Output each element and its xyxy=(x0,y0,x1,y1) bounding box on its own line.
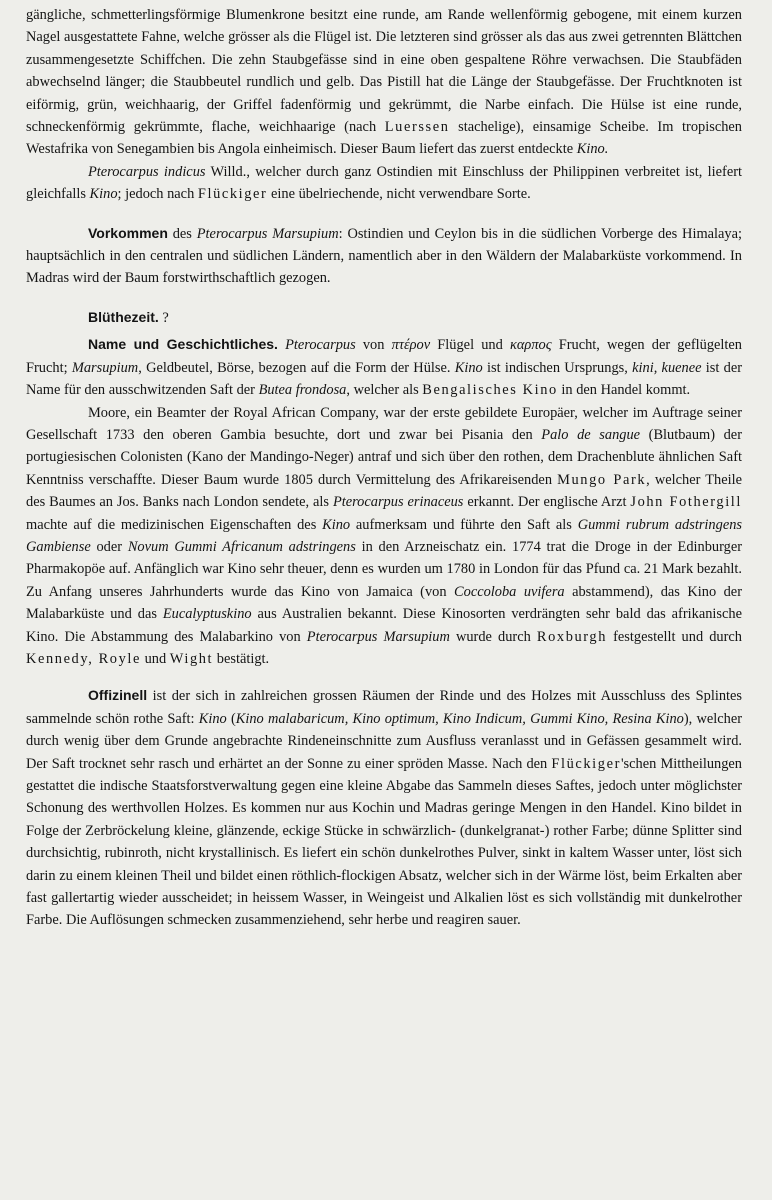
author-name: Wight xyxy=(169,650,214,667)
section-bluethezeit: Blüthezeit. ? xyxy=(88,308,169,326)
section-vorkommen: Vorkommen des Pterocarpus Marsupium: Ostindien und Ceylon bis in die südlichen Vorberge des Himalaya; hauptsächlich in den centralen und südlichen Ländern, namentlich aber in den Wäldern der Malabarküste vorkommend. In Madras wird der Baum forstwirthschaftlich gezogen. xyxy=(26,224,742,287)
author-name: Luerssen xyxy=(384,119,450,136)
author-name: Flückiger xyxy=(551,755,621,772)
section-heading: Offizinell xyxy=(88,687,148,704)
section-heading: Vorkommen xyxy=(88,224,168,241)
author-name: Roxburgh xyxy=(536,628,608,645)
author-name: Kennedy, Royle xyxy=(26,650,141,667)
paragraph-pterocarpus-indicus: Pterocarpus indicus Willd., welcher durch ganz Ostindien mit Einschluss der Philippinen verbreitet ist, liefert gleichfalls Kino; jedoch nach Flückiger eine übelriechende, nicht verwendbare Sorte. xyxy=(26,163,742,203)
paragraph-description: gängliche, schmetterlingsförmige Blumenkrone besitzt eine runde, am Rande wellenförmig gebogene, mit einem kurzen Nagel ausgestattete Fahne, welche grösser als die Flügel ist. Die letzteren sind grösser als das aus zwei getrennten Blättchen zusammengesetzte Schiffchen. Die zehn Staubgefässe sind in eine oben gespaltene Röhre verwachsen. Die Staubfäden abwechselnd länger; die Staubbeutel rundlich und gelb. Das Pistill hat die Länge der Staubgefässe. Der Fruchtknoten ist eiförmig, grün, weichhaarig, der Griffel fadenförmig und gekrümmt, die Narbe einfach. Die Hülse ist eine runde, schneckenförmig gekrümmte, flache, weichhaarige (nach Luerssen stachelige), einsamige Scheibe. Im tropischen Westafrika von Senegambien bis Angola einheimisch. Dieser Baum liefert das zuerst entdeckte Kino. xyxy=(26,7,742,158)
author-name: John Fothergill xyxy=(630,494,742,511)
author-name: Flückiger xyxy=(197,186,268,203)
author-name: Mungo Park xyxy=(557,471,647,488)
section-offizinell: Offizinell ist der sich in zahlreichen grossen Räumen der Rinde und des Holzes mit Ausschluss des Splintes sammelnde schön rothe Saft: Kino (Kino malabaricum, Kino optimum, Kino Indicum, Gummi Kino, Resina Kino), welcher durch wenig über dem Grunde angebrachte Rindeneinschnitte zum Ausfluss veranlasst und in Gefässen gesammelt wird. Der Saft trocknet sehr rasch und erhärtet an der Sonne zu einer spröden Masse. Nach den Flückiger'schen Mittheilungen gestattet die indische Staatsforstverwaltung gegen eine kleine Abgabe das Sammeln dieses Saftes, jedoch unter möglichster Schonung des werthvollen Holzes. Es kommen nur aus Kochin und Madras geringe Mengen in den Handel. Kino bildet in Folge der Zerbröckelung kleine, glänzende, eckige Stücke in schwärzlich- (dunkelgranat-) rother Farbe; dünne Splitter sind durchsichtig, rubinroth, nicht krystallinisch. Es liefert ein schön dunkelrothes Pulver, sinkt in kaltem Wasser unter, löst sich darin zu einem kleinen Theil und bildet einen röthlich-flockigen Absatz, welcher sich in der Wärme löst, beim Erkalten aber fast gallertartig wieder ausscheidet; in heissem Wasser, in Weingeist und Alkalien löst es sich vollständig mit dunkelrother Farbe. Die Auflösungen schmecken zusammenziehend, sehr herbe und reagiren sauer. xyxy=(26,687,743,929)
section-heading: Name und Geschichtliches. xyxy=(88,336,278,353)
section-name-geschichtliches: Name und Geschichtliches. Pterocarpus von πτέρον Flügel und καρπος Frucht, wegen der geflügelten Frucht; Marsupium, Geldbeutel, Börse, bezogen auf die Form der Hülse. Kino ist indischen Ursprungs, kini, kuenee ist der Name für den ausschwitzenden Saft der Butea frondosa, welcher als Bengalisches Kino in den Handel kommt. xyxy=(26,336,743,399)
paragraph-history: Moore, ein Beamter der Royal African Company, war der erste gebildete Europäer, welcher im Auftrage seiner Gesellschaft 1733 den oberen Gambia besuchte, dort und zwar bei Pisania den Palo de sangue (Blutbaum) der portugiesischen Colonisten (Kano der Mandingo-Neger) antraf und sich über den rothen, dem Drachenblute ähnlichen Saft Kenntniss verschaffte. Dieser Baum wurde 1805 durch Vermittelung des Afrikareisenden Mungo Park, welcher Theile des Baumes an Jos. Banks nach London sendete, als Pterocarpus erinaceus erkannt. Der englische Arzt John Fothergill machte auf die medizinischen Eigenschaften des Kino aufmerksam und führte den Saft als Gummi rubrum adstringens Gambiense oder Novum Gummi Africanum adstringens in den Arzneischatz ein. 1774 trat die Droge in der Edinburger Pharmakopöe auf. Anfänglich war Kino sehr theuer, denn es wurden um 1780 in London für das Pfund ca. 21 Mark bezahlt. Zu Anfang unseres Jahrhunderts wurde das Kino von Jamaica (von Coccoloba uvifera abstammend), das Kino der Malabarküste und das Eucalyptuskino aus Australien bekannt. Diese Kinosorten verdrängten sehr bald das afrikanische Kino. Die Abstammung des Malabarkino von Pterocarpus Marsupium wurde durch Roxburgh festgestellt und durch Kennedy, Royle und Wight bestätigt. xyxy=(26,404,743,667)
section-heading: Blüthezeit. xyxy=(88,308,159,325)
